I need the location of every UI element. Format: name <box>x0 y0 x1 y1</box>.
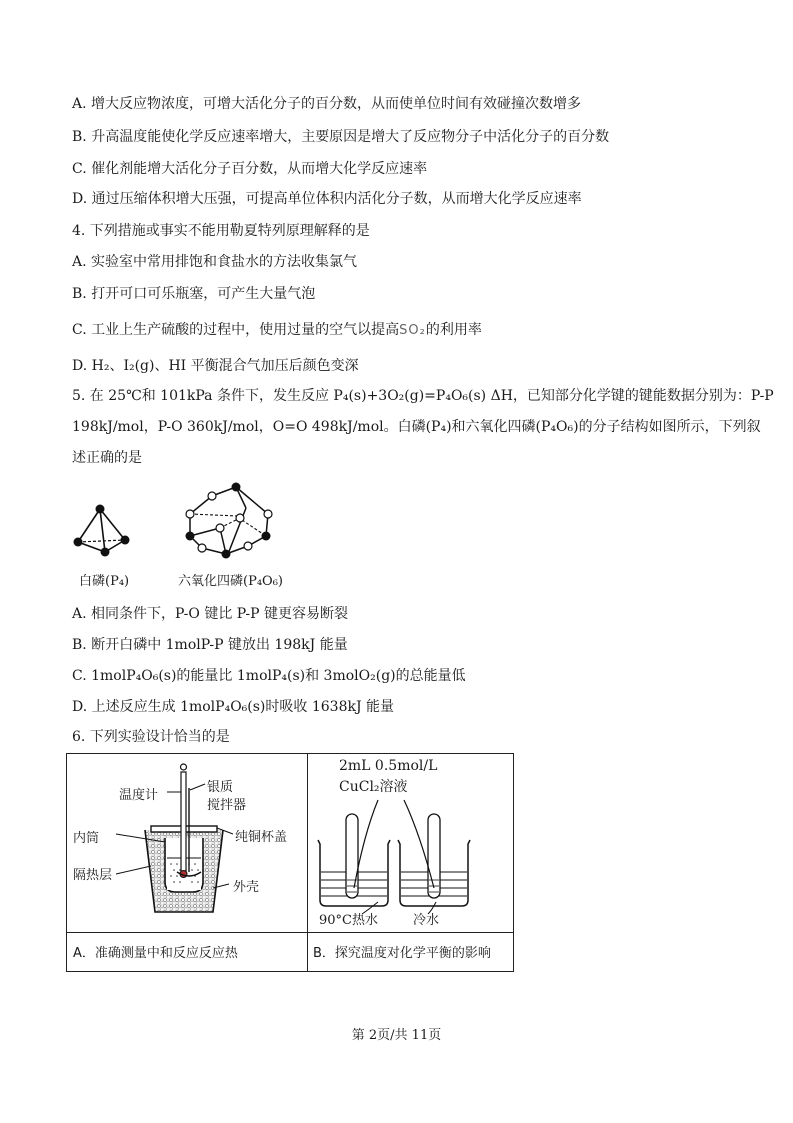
table-divider-horizontal <box>67 932 513 933</box>
label-thermometer: 温度计 <box>119 788 159 803</box>
label-stirrer: 搅拌器 <box>207 798 247 813</box>
page-footer: 第 2页/共 11页 <box>351 1028 442 1043</box>
q5-option-b: B. 断开白磷中 1molP-P 键放出 198kJ 能量 <box>72 637 348 653</box>
label-cold-water: 冷水 <box>413 913 440 928</box>
q5-option-a: A. 相同条件下，P-O 键比 P-P 键更容易断裂 <box>72 606 349 622</box>
label-insulation: 隔热层 <box>73 868 113 883</box>
q4-option-a: A. 实验室中常用排饱和食盐水的方法收集氯气 <box>72 254 358 270</box>
q4-stem: 4. 下列措施或事实不能用勒夏特列原理解释的是 <box>72 223 370 239</box>
label-cucl2-solution: CuCl₂溶液 <box>339 779 408 795</box>
q4-option-c <box>72 321 482 340</box>
label-inner-cup: 内筒 <box>73 831 100 846</box>
white-phosphorus-caption: 白磷(P₄) <box>79 574 130 589</box>
q5-stem-line3: 述正确的是 <box>72 450 142 466</box>
q5-stem-line1: 5. 在 25℃和 101kPa 条件下，发生反应 P₄(s)+3O₂(g)=P₄O₆(s) ΔH，已知部分化学键的键能数据分别为：P-P <box>72 388 774 404</box>
q3-option-b: B. 升高温度能使化学反应速率增大，主要原因是增大了反应物分子中活化分子的百分数 <box>72 129 610 145</box>
q3-option-c: C. 催化剂能增大活化分子百分数，从而增大化学反应速率 <box>72 161 428 177</box>
q5-option-d: D. 上述反应生成 1molP₄O₆(s)时吸收 1638kJ 能量 <box>72 699 395 715</box>
q3-option-d: D. 通过压缩体积增大压强，可提高单位体积内活化分子数，从而增大化学反应速率 <box>72 191 582 207</box>
p4o6-diagram <box>180 480 280 570</box>
q6-experiment-table <box>66 753 514 972</box>
p4o6-caption: 六氧化四磷(P₄O₆) <box>178 574 283 589</box>
q4-option-c-text: C. 工业上生产硫酸的过程中，使用过量的空气以提高 <box>72 322 400 338</box>
label-solution-volume: 2mL 0.5mol/L <box>339 758 438 774</box>
q6-stem: 6. 下列实验设计恰当的是 <box>72 729 230 745</box>
label-silver: 银质 <box>207 780 234 795</box>
cell-a-caption: A．准确测量中和反应反应热 <box>73 946 238 961</box>
label-copper-lid: 纯铜杯盖 <box>235 830 288 845</box>
q5-stem-line2: 198kJ/mol，P-O 360kJ/mol，O=O 498kJ/mol。白磷(P₄)和六氧化四磷(P₄O₆)的分子结构如图所示，下列叙 <box>72 419 761 435</box>
white-phosphorus-diagram <box>66 500 146 560</box>
label-outer-shell: 外壳 <box>233 880 260 895</box>
cell-b-caption: B．探究温度对化学平衡的影响 <box>313 946 491 961</box>
q3-option-a: A. 增大反应物浓度，可增大活化分子的百分数，从而使单位时间有效碰撞次数增多 <box>72 96 582 112</box>
label-hot-water: 90°C热水 <box>319 913 378 928</box>
q4-option-b: B. 打开可口可乐瓶塞，可产生大量气泡 <box>72 286 316 302</box>
q4-option-d: D. H₂、I₂(g)、HI 平衡混合气加压后颜色变深 <box>72 358 359 374</box>
q4-option-c-tail: 的利用率 <box>425 322 482 338</box>
so2-formula: SO₂ <box>399 323 426 338</box>
q5-option-c: C. 1molP₄O₆(s)的能量比 1molP₄(s)和 3molO₂(g)的总能量低 <box>72 668 466 684</box>
